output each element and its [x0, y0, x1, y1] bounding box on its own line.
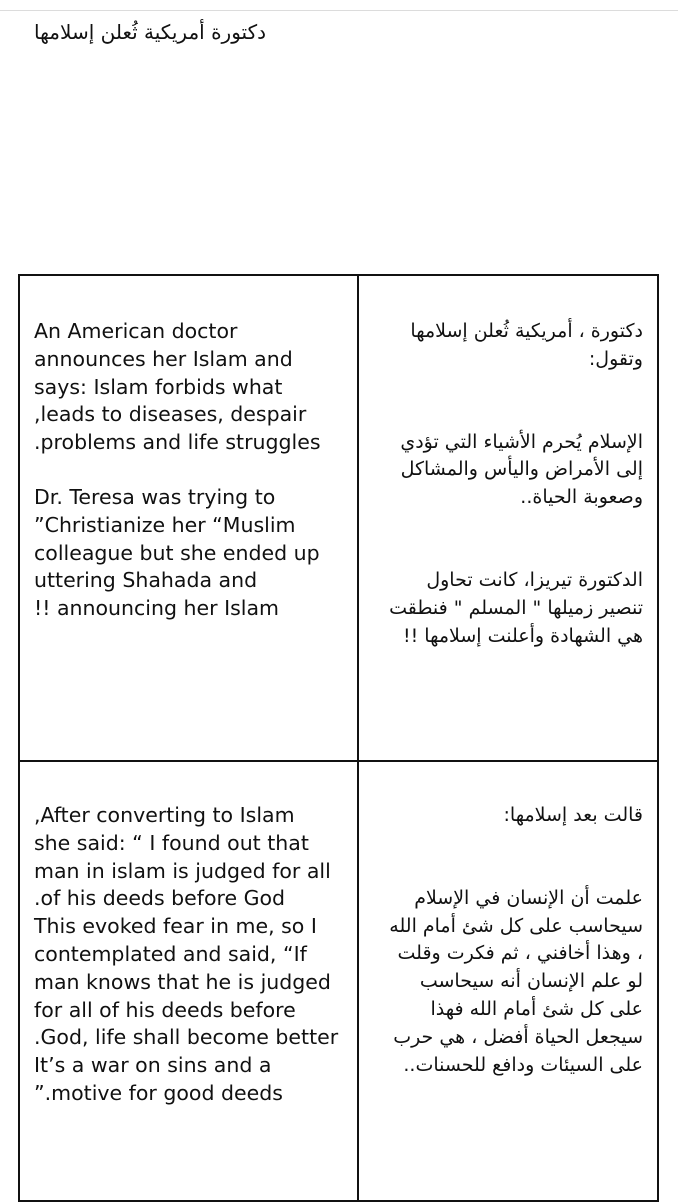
english-cell	[19, 761, 358, 1201]
text-line: motive for good deeds.”	[34, 1080, 283, 1105]
table-row	[19, 761, 658, 1201]
text-line: وصعوبة الحياة..	[520, 486, 643, 509]
text-line: وتقول:	[588, 347, 643, 370]
arabic-cell	[358, 761, 658, 1201]
arabic-cell	[358, 275, 658, 761]
arabic-paragraph	[367, 429, 643, 512]
text-line: سيحاسب على كل شئ أمام الله	[389, 914, 643, 937]
text-line: إلى الأمراض واليأس والمشاكل	[400, 458, 643, 481]
english-paragraph	[34, 484, 353, 623]
text-line: Dr. Teresa was trying to	[34, 484, 276, 509]
text-line: دكتورة ، أمريكية ثُعلن إسلامها	[410, 320, 643, 342]
text-line: contemplated and said, “If	[34, 941, 307, 966]
text-line: man knows that he is judged	[34, 969, 331, 994]
text-line: of his deeds before God.	[34, 886, 286, 911]
text-line: announces her Islam and	[34, 346, 293, 371]
text-line: لو علم الإنسان أنه سيحاسب	[419, 970, 643, 993]
text-line: سيجعل الحياة أفضل ، هي حرب	[393, 1025, 643, 1048]
english-paragraph	[34, 318, 353, 457]
top-divider	[0, 10, 678, 11]
text-line: This evoked fear in me, so I	[34, 914, 317, 939]
text-line: الإسلام يُحرم الأشياء التي تؤدي	[400, 430, 643, 453]
text-line: announcing her Islam !!	[34, 596, 280, 621]
text-line: على كل شئ أمام الله فهذا	[430, 997, 643, 1020]
english-paragraph	[34, 802, 353, 1108]
text-line: problems and life struggles.	[34, 430, 321, 455]
arabic-paragraph	[367, 567, 643, 650]
text-line: God, life shall become better.	[34, 1025, 339, 1050]
arabic-paragraph	[367, 885, 643, 1080]
arabic-paragraph	[367, 318, 643, 374]
text-line: uttering Shahada and	[34, 568, 258, 593]
arabic-paragraph	[367, 802, 643, 830]
text-line: It’s a war on sins and a	[34, 1053, 272, 1078]
english-text	[20, 762, 357, 1108]
text-line: على السيئات ودافع للحسنات..	[403, 1053, 643, 1076]
text-line: الدكتورة تيريزا، كانت تحاول	[426, 568, 643, 591]
english-text	[20, 276, 357, 623]
text-line: man in islam is judged for all	[34, 858, 331, 883]
text-line: says: Islam forbids what	[34, 374, 283, 399]
arabic-text	[359, 762, 657, 1079]
text-line: تنصير زميلها " المسلم " فنطقت	[389, 596, 643, 619]
text-line: After converting to Islam,	[34, 803, 295, 827]
page-title: دكتورة أمريكية ثُعلن إسلامها	[33, 20, 266, 44]
table-row	[19, 275, 658, 761]
text-line: colleague but she ended up	[34, 540, 320, 565]
english-cell	[19, 275, 358, 761]
text-line: علمت أن الإنسان في الإسلام	[414, 886, 643, 909]
bilingual-table	[18, 274, 659, 1202]
text-line: ، وهذا أخافني ، ثم فكرت وقلت	[397, 942, 643, 965]
text-line: she said: “ I found out that	[34, 830, 309, 855]
text-line: leads to diseases, despair,	[34, 402, 307, 427]
text-line: هي الشهادة وأعلنت إسلامها !!	[403, 624, 643, 647]
text-line: Christianize her “Muslim”	[34, 512, 296, 537]
text-line: قالت بعد إسلامها:	[503, 804, 643, 826]
text-line: for all of his deeds before	[34, 997, 296, 1022]
arabic-text	[359, 276, 657, 650]
text-line: An American doctor	[34, 319, 238, 343]
